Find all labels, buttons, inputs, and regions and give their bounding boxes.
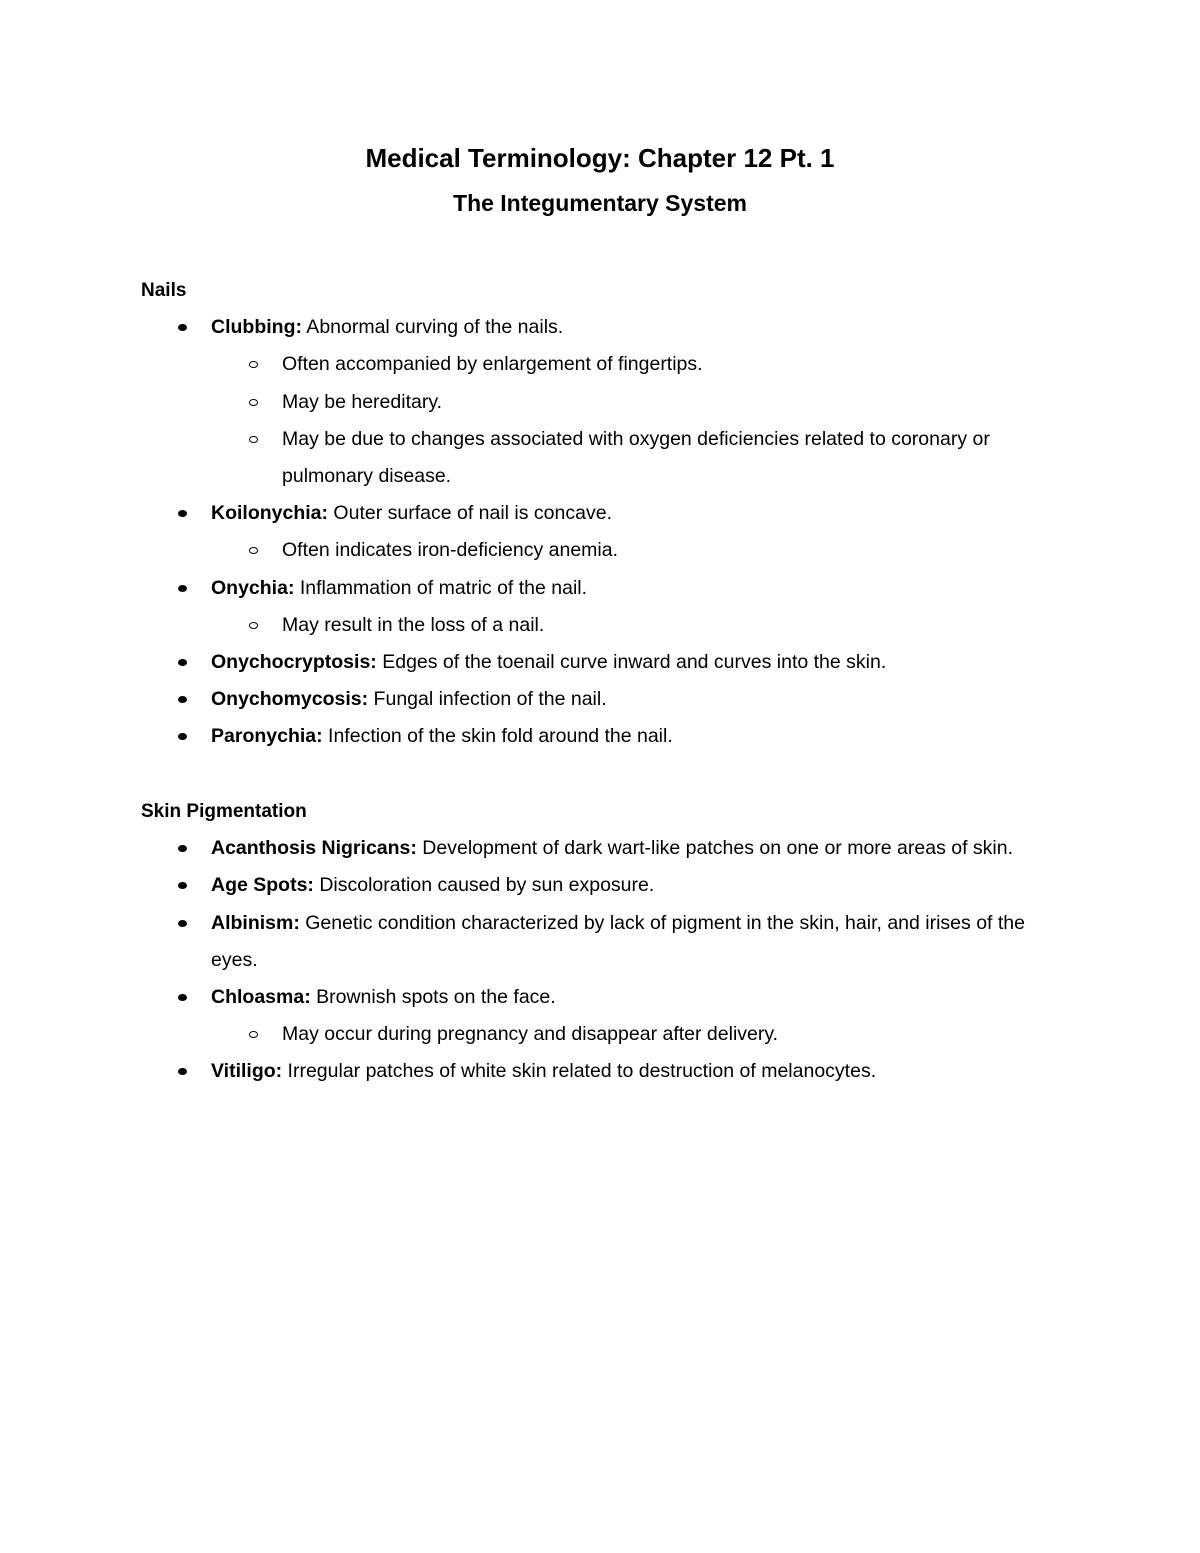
hollow-bullet-icon bbox=[249, 622, 258, 629]
sub-item bbox=[141, 607, 1071, 644]
term-label: Clubbing: bbox=[211, 316, 302, 339]
bullet-icon bbox=[178, 1068, 187, 1075]
sub-item bbox=[141, 384, 1071, 421]
term-definition: Inflammation of matric of the nail. bbox=[294, 576, 588, 599]
term-definition: Genetic condition characterized by lack of pigment in the skin, hair, and irises of the eyes. bbox=[211, 911, 1025, 971]
sub-item-text: May result in the loss of a nail. bbox=[282, 613, 545, 636]
term-label: Acanthosis Nigricans: bbox=[211, 837, 417, 860]
term-label: Onychocryptosis: bbox=[211, 651, 377, 674]
document-title: Medical Terminology: Chapter 12 Pt. 1 bbox=[365, 143, 835, 173]
bullet-icon bbox=[178, 324, 187, 331]
term-item-age-spots bbox=[141, 867, 1071, 904]
bullet-icon bbox=[178, 510, 187, 517]
section-heading: Skin Pigmentation bbox=[141, 801, 307, 822]
term-list bbox=[141, 309, 1071, 755]
sub-item-text: May be due to changes associated with oxygen deficiencies related to coronary or pulmonary disease. bbox=[282, 427, 990, 487]
term-item-albinism bbox=[141, 905, 1071, 979]
sub-item bbox=[141, 421, 1071, 495]
term-definition: Discoloration caused by sun exposure. bbox=[313, 874, 655, 897]
term-definition: Edges of the toenail curve inward and curves into the skin. bbox=[376, 651, 887, 674]
term-item-onychia bbox=[141, 570, 1071, 607]
term-label: Albinism: bbox=[211, 911, 300, 934]
hollow-bullet-icon bbox=[249, 1031, 258, 1038]
term-item-koilonychia bbox=[141, 495, 1071, 532]
sub-item bbox=[141, 1016, 1071, 1053]
sub-item-text: Often indicates iron-deficiency anemia. bbox=[282, 539, 619, 562]
hollow-bullet-icon bbox=[249, 361, 258, 368]
term-item-clubbing bbox=[141, 309, 1071, 346]
term-label: Koilonychia: bbox=[211, 502, 329, 525]
hollow-bullet-icon bbox=[249, 547, 258, 554]
section-nails bbox=[141, 272, 1071, 756]
term-label: Onychomycosis: bbox=[211, 688, 369, 711]
section-heading: Nails bbox=[141, 280, 187, 301]
term-list bbox=[141, 830, 1071, 1090]
sub-item bbox=[141, 346, 1071, 383]
sub-item-text: May occur during pregnancy and disappear after delivery. bbox=[282, 1023, 779, 1046]
section-skin-pigmentation bbox=[141, 793, 1071, 1091]
term-item-chloasma bbox=[141, 979, 1071, 1016]
term-definition: Brownish spots on the face. bbox=[310, 986, 556, 1008]
term-definition: Infection of the skin fold around the nail. bbox=[322, 725, 673, 748]
term-item-paronychia bbox=[141, 718, 1071, 755]
bullet-icon bbox=[178, 733, 187, 740]
term-definition: Irregular patches of white skin related to destruction of melanocytes. bbox=[282, 1060, 877, 1083]
term-definition: Outer surface of nail is concave. bbox=[328, 502, 612, 525]
term-label: Age Spots: bbox=[211, 874, 314, 897]
bullet-icon bbox=[178, 585, 187, 592]
term-label: Paronychia: bbox=[211, 725, 323, 748]
term-item-acanthosis-nigricans bbox=[141, 830, 1071, 867]
hollow-bullet-icon bbox=[249, 436, 258, 443]
bullet-icon bbox=[178, 882, 187, 889]
sub-item-text: May be hereditary. bbox=[282, 390, 443, 413]
bullet-icon bbox=[178, 696, 187, 703]
term-label: Chloasma: bbox=[211, 986, 311, 1008]
hollow-bullet-icon bbox=[249, 399, 258, 406]
term-item-vitiligo bbox=[141, 1053, 1071, 1090]
sub-item-text: Often accompanied by enlargement of fingertips. bbox=[282, 353, 703, 376]
document-subtitle: The Integumentary System bbox=[453, 190, 747, 216]
term-label: Vitiligo: bbox=[211, 1060, 283, 1083]
term-definition: Development of dark wart-like patches on one or more areas of skin. bbox=[416, 837, 1014, 860]
term-label: Onychia: bbox=[211, 576, 295, 599]
bullet-icon bbox=[178, 845, 187, 852]
sub-item bbox=[141, 532, 1071, 569]
bullet-icon bbox=[178, 994, 187, 1001]
term-definition: Fungal infection of the nail. bbox=[368, 688, 607, 711]
bullet-icon bbox=[178, 659, 187, 666]
term-item-onychocryptosis bbox=[141, 644, 1071, 681]
term-definition: Abnormal curving of the nails. bbox=[301, 316, 564, 339]
term-item-onychomycosis bbox=[141, 681, 1071, 718]
bullet-icon bbox=[178, 920, 187, 927]
